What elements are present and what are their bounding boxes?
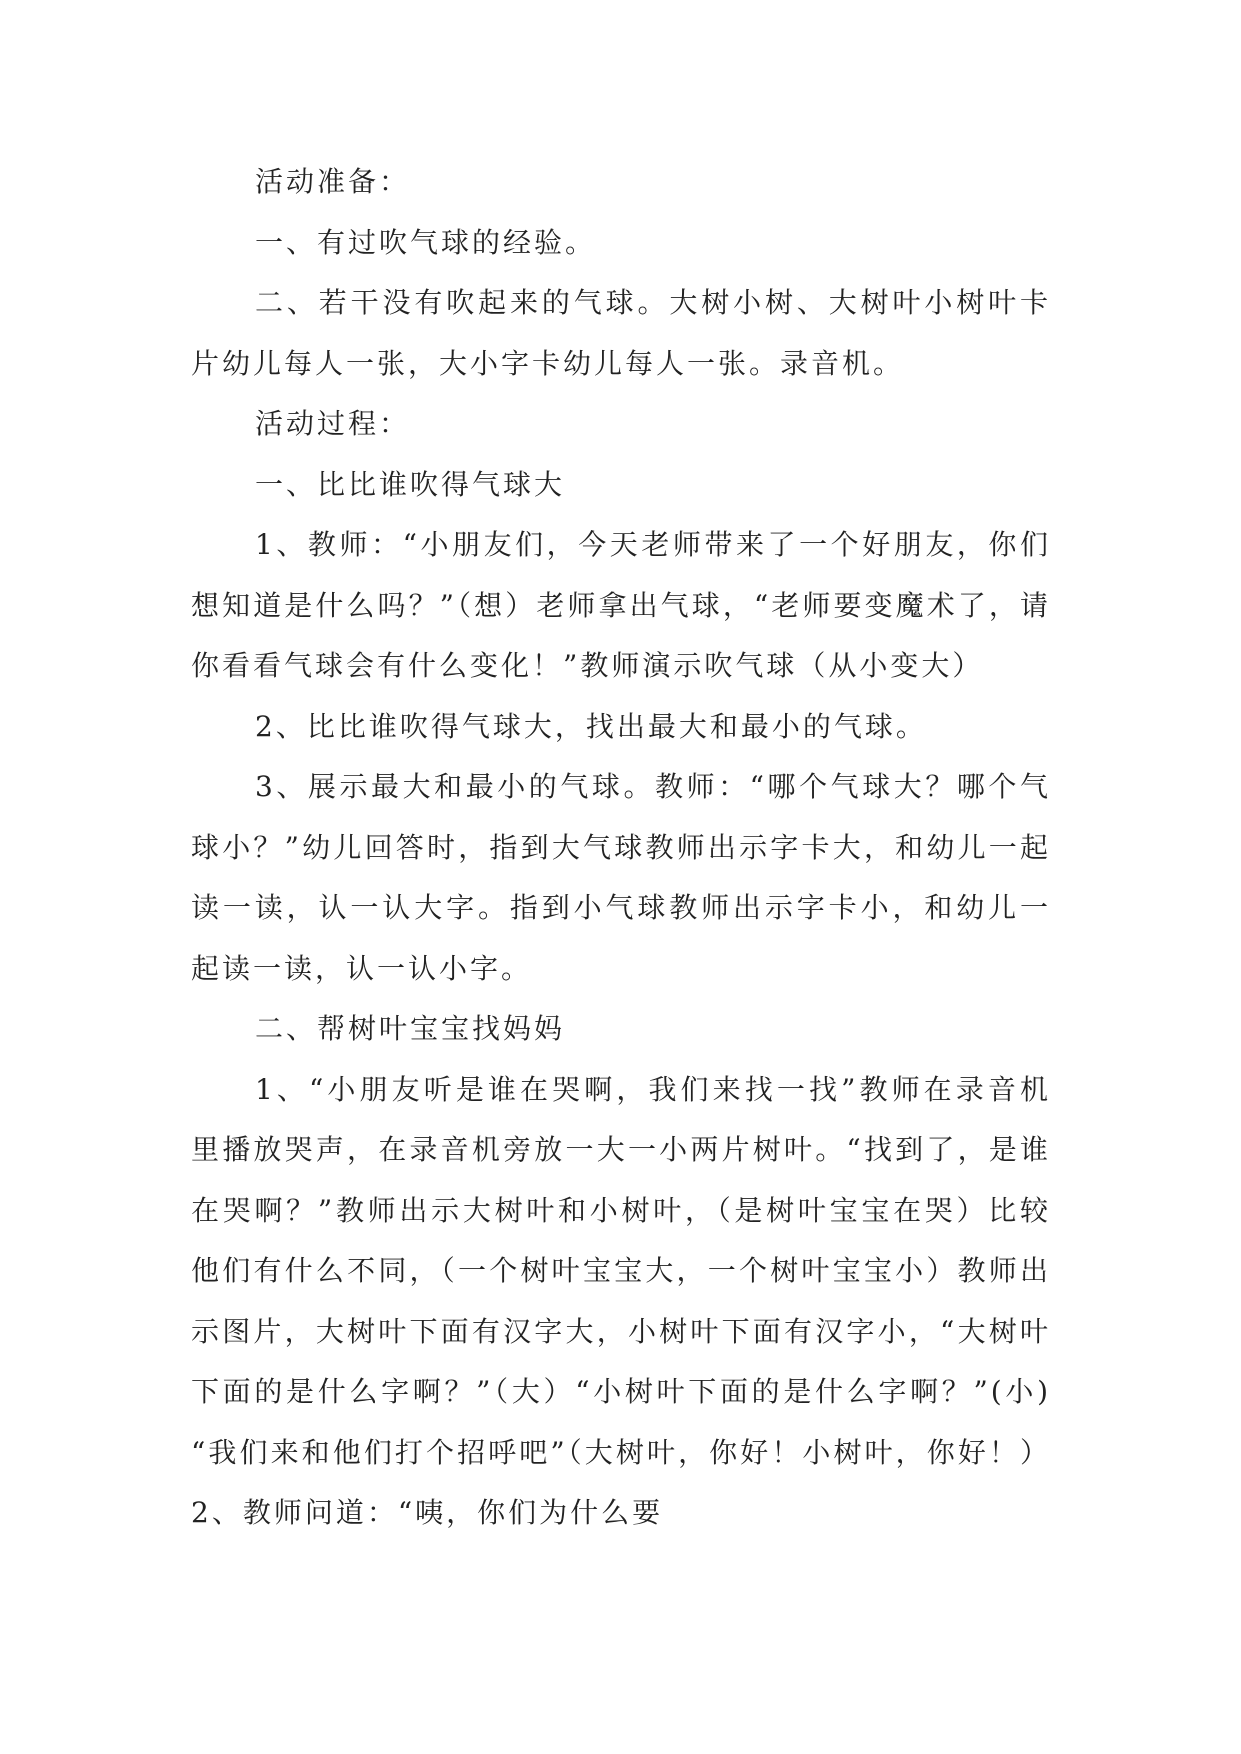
process-step-1-item-1: 1、教师：“小朋友们，今天老师带来了一个好朋友，你们想知道是什么吗？”（想）老师拿出气球，“老师要变魔术了，请你看看气球会有什么变化！”教师演示吹气球（从小变大） [191, 528, 1051, 682]
preparation-item-2: 二、若干没有吹起来的气球。大树小树、大树叶小树叶卡片幼儿每人一张，大小字卡幼儿每人一张。录音机。 [191, 286, 1051, 380]
document-body [191, 152, 1051, 1544]
preparation-item-1: 一、有过吹气球的经验。 [255, 225, 597, 259]
section-heading-process: 活动过程： [255, 407, 411, 440]
process-step-2-item-1: 1、“小朋友听是谁在哭啊，我们来找一找”教师在录音机里播放哭声，在录音机旁放一大一小两片树叶。“找到了，是谁在哭啊？”教师出示大树叶和小树叶，（是树叶宝宝在哭）比较他们有什么不同，（一个树叶宝宝大，一个树叶宝宝小）教师出示图片，大树叶下面有汉字大，小树叶下面有汉字小，“大树叶下面的是什么字啊？”（大）“小树叶下面的是什么字啊？”(小) “我们来和他们打个招呼吧”（大树叶，你好！小树叶，你好！）2、教师问道：“咦，你们为什么要 [191, 1072, 1051, 1529]
process-step-1-item-3: 3、展示最大和最小的气球。教师：“哪个气球大？哪个气球小？”幼儿回答时，指到大气球教师出示字卡大，和幼儿一起读一读，认一认大字。指到小气球教师出示字卡小，和幼儿一起读一读，认一认小字。 [191, 770, 1051, 985]
process-step-2-heading: 二、帮树叶宝宝找妈妈 [255, 1012, 566, 1045]
section-heading-preparation: 活动准备： [255, 165, 411, 198]
process-step-1-heading: 一、比比谁吹得气球大 [255, 467, 566, 501]
process-step-1-item-2: 2、比比谁吹得气球大，找出最大和最小的气球。 [255, 709, 927, 743]
